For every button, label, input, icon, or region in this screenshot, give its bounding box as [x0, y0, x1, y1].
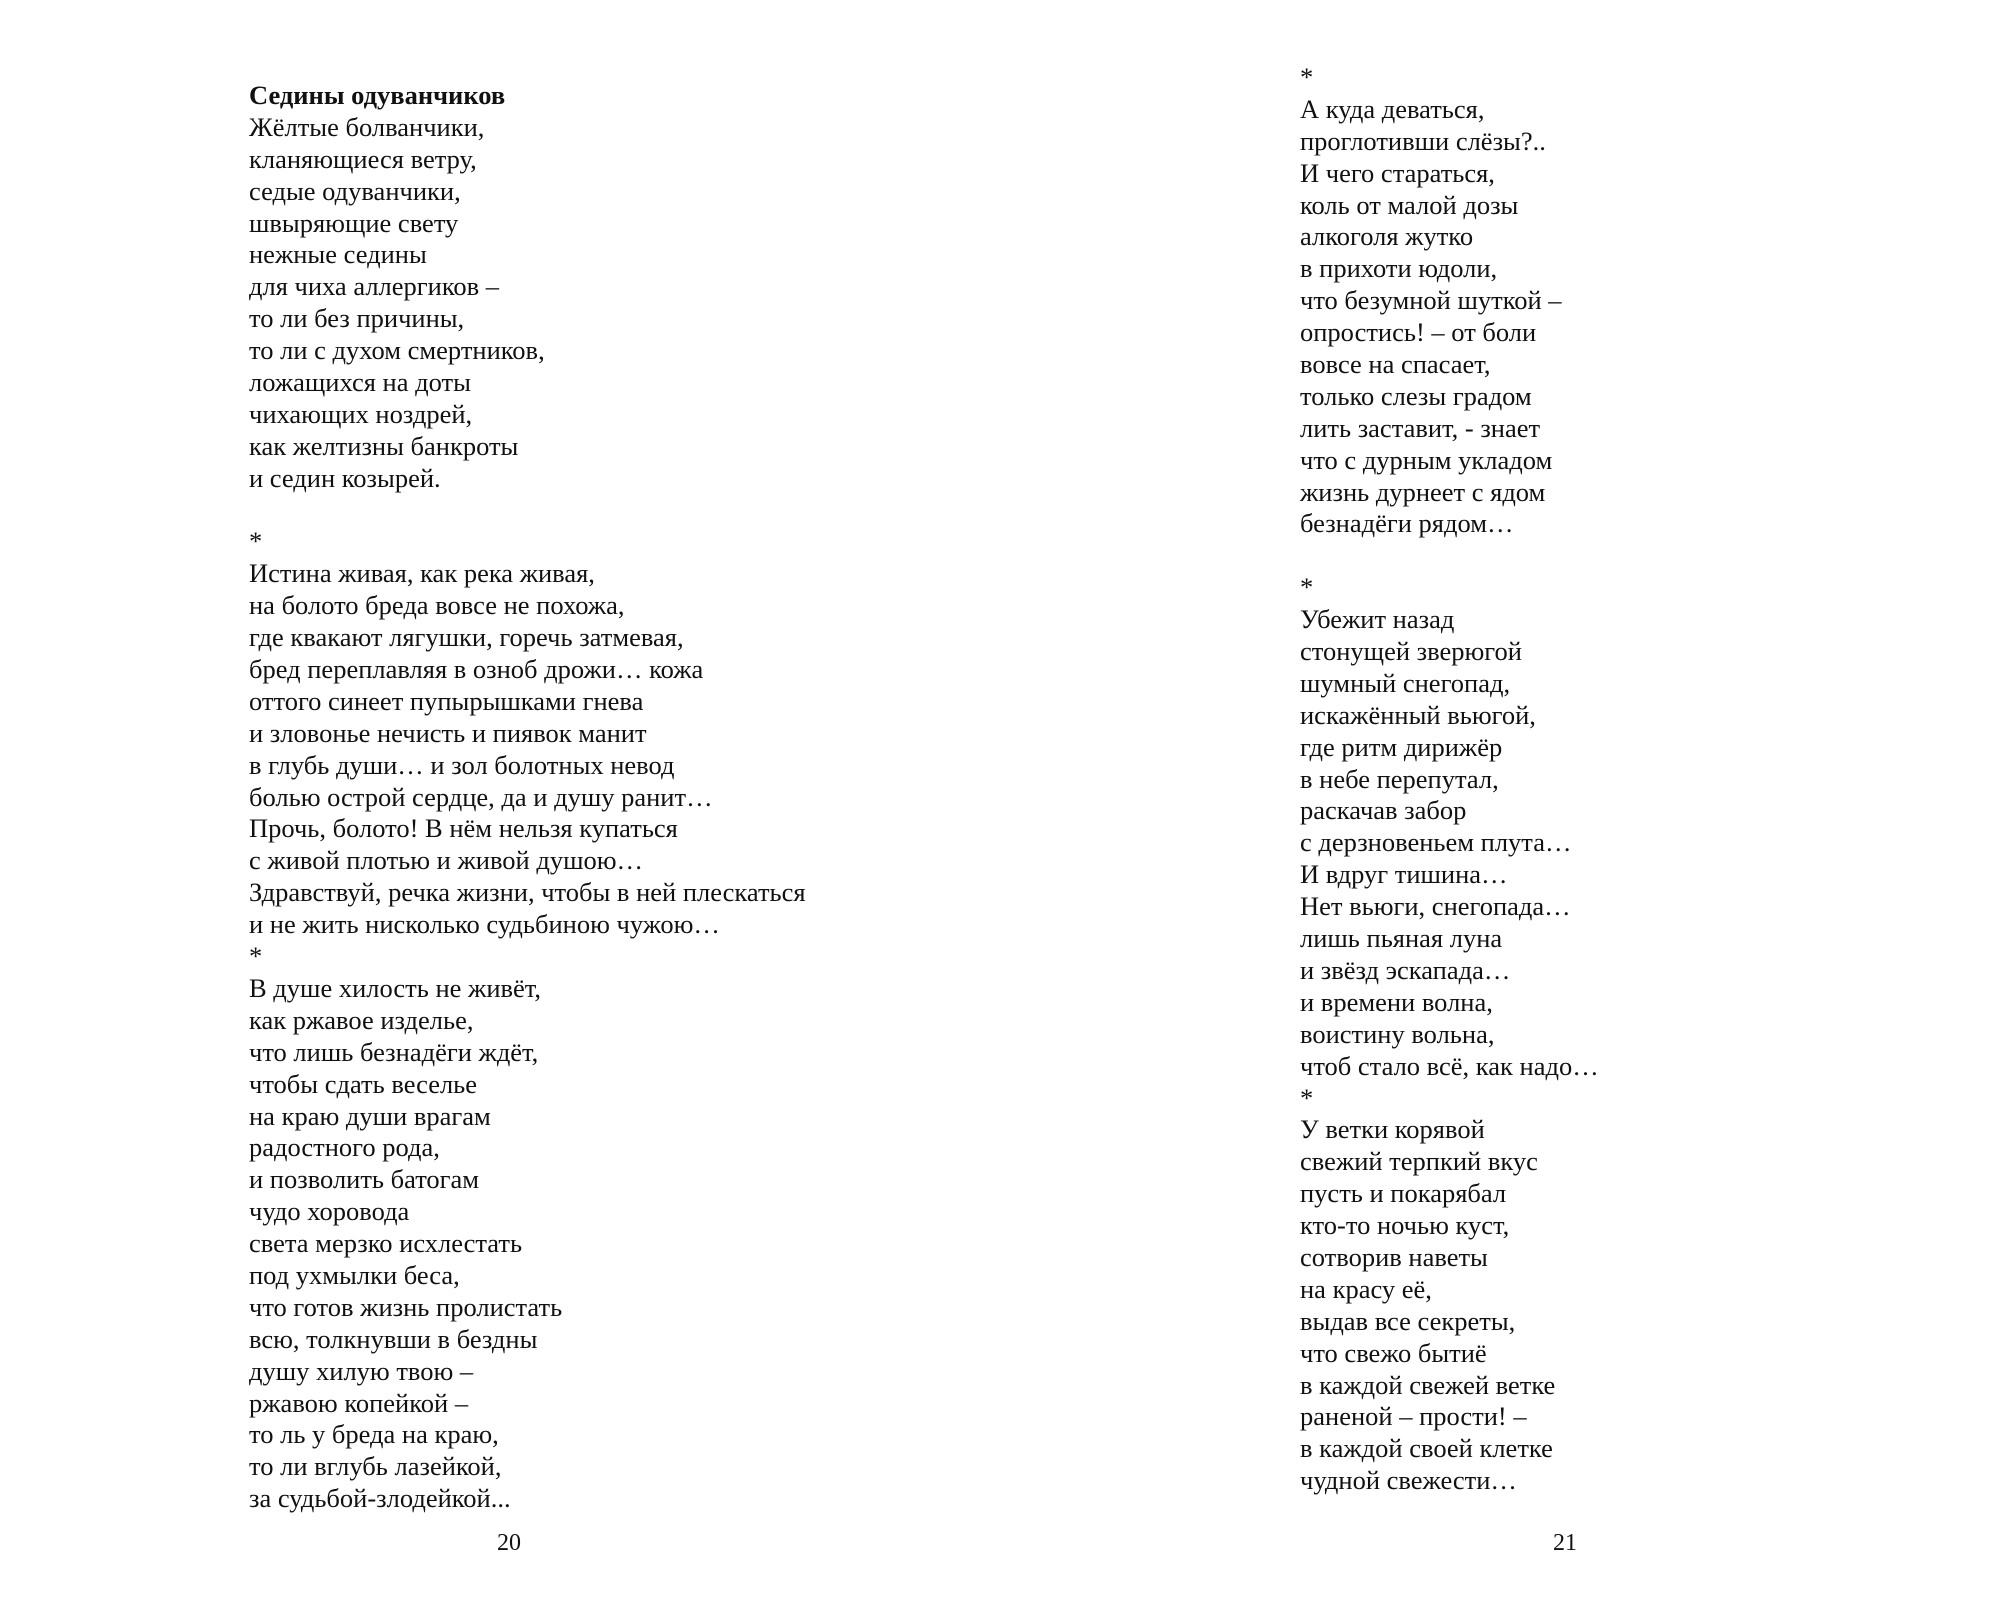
poem-line: чтоб стало всё, как надо… — [1300, 1050, 1599, 1081]
poem-line: с дерзновеньем плута… — [1300, 827, 1572, 858]
poem-line: жизнь дурнеет с ядом — [1300, 476, 1546, 507]
poem-line: то ли с духом смертников, — [249, 335, 545, 366]
poem-line: чудной свежести… — [1300, 1465, 1517, 1496]
poem-line: в глубь души… и зол болотных невод — [249, 749, 675, 780]
poem-line: лить заставит, - знает — [1300, 412, 1541, 443]
right-page-text — [1300, 62, 1599, 1497]
poem-line: бред переплавляя в озноб дрожи… кожа — [249, 654, 704, 685]
poem-line: ложащихся на доты — [249, 367, 471, 398]
poem-line: в каждой своей клетке — [1300, 1433, 1553, 1464]
poem-line: шумный снегопад, — [1300, 667, 1511, 698]
poem-line: седые одуванчики, — [249, 175, 461, 206]
poem-line: проглотивши слёзы?.. — [1300, 125, 1546, 156]
poem-line: оттого синеет пупырышками гнева — [249, 685, 644, 716]
poem-line: то ли вглубь лазейкой, — [249, 1451, 502, 1482]
poem-line: что свежо бытиё — [1300, 1337, 1487, 1368]
poem-line: и звёзд эскапада… — [1300, 954, 1511, 985]
poem-separator: * — [1300, 572, 1314, 603]
poem-line: нежные седины — [249, 239, 427, 270]
poem-line: В душе хилость не живёт, — [249, 972, 541, 1003]
poem-line: чудо хоровода — [249, 1196, 410, 1227]
poem-line: радостного рода, — [249, 1132, 440, 1163]
poem-line: кланяющиеся ветру, — [249, 143, 477, 174]
poem-snowfall — [1300, 604, 1599, 1082]
poem-line: всю, толкнувши в бездны — [249, 1323, 538, 1354]
poem-line: искажённый вьюгой, — [1300, 699, 1536, 730]
blank-line — [1300, 540, 1599, 572]
poem-title: Седины одуванчиков — [249, 80, 506, 110]
poem-line: на болото бреда вовсе не похожа, — [249, 590, 625, 621]
poem-line: сотворив наветы — [1300, 1241, 1488, 1272]
poem-line: что лишь безнадёги ждёт, — [249, 1036, 539, 1067]
right-page — [1000, 0, 2000, 1598]
poem-line: в прихоти юдоли, — [1300, 253, 1498, 284]
page-number: 20 — [497, 1530, 521, 1556]
poem-line: Жёлтые болванчики, — [249, 111, 485, 142]
poem-line: как ржавое изделье, — [249, 1004, 474, 1035]
poem-line: где квакают лягушки, горечь затмевая, — [249, 622, 684, 653]
poem-line: У ветки корявой — [1300, 1114, 1485, 1145]
poem-line: лишь пьяная луна — [1300, 923, 1503, 954]
poem-line: и не жить нисколько судьбиною чужою… — [249, 909, 720, 940]
poem-line: Истина живая, как река живая, — [249, 558, 595, 589]
poem-line: стонущей зверюгой — [1300, 636, 1522, 667]
poem-line: под ухмылки беса, — [249, 1259, 460, 1290]
poem-line: и седин козырей. — [249, 462, 441, 493]
poem-line: раненой – прости! – — [1300, 1401, 1527, 1432]
poem-separator: * — [249, 941, 263, 972]
poem-line: и времени волна, — [1300, 986, 1493, 1017]
poem-line: только слезы градом — [1300, 380, 1532, 411]
poem-line: где ритм дирижёр — [1300, 731, 1503, 762]
poem-line: И вдруг тишина… — [1300, 859, 1508, 890]
poem-line: А куда деваться, — [1300, 93, 1485, 124]
poem-line: ржавою копейкой – — [249, 1387, 469, 1418]
poem-line: безнадёги рядом… — [1300, 508, 1514, 539]
poem-line: за судьбой-злодейкой... — [249, 1483, 511, 1514]
poem-line: вовсе на спасает, — [1300, 349, 1491, 380]
poem-soul — [249, 973, 806, 1515]
poem-line: что безумной шуткой – — [1300, 285, 1562, 316]
poem-line: раскачав забор — [1300, 795, 1467, 826]
poem-line: Здравствуй, речка жизни, чтобы в ней плескаться — [249, 877, 806, 908]
poem-separator: * — [1300, 62, 1314, 92]
poem-line: Убежит назад — [1300, 604, 1455, 635]
poem-line: выдав все секреты, — [1300, 1305, 1516, 1336]
poem-separator: * — [1300, 1082, 1314, 1113]
poem-line: пусть и покарябал — [1300, 1178, 1507, 1209]
poem-branch — [1300, 1114, 1599, 1497]
poem-line: воистину вольна, — [1300, 1018, 1495, 1049]
poem-line: свежий терпкий вкус — [1300, 1146, 1538, 1177]
poem-line: на красу её, — [1300, 1273, 1432, 1304]
poem-line: алкоголя жутко — [1300, 221, 1474, 252]
poem-line: с живой плотью и живой душою… — [249, 845, 644, 876]
poem-line: И чего стараться, — [1300, 157, 1495, 188]
poem-line: кто-то ночью куст, — [1300, 1210, 1510, 1241]
poem-dandelions — [249, 112, 806, 495]
poem-line: что с дурным укладом — [1300, 444, 1553, 475]
poem-truth — [249, 558, 806, 941]
poem-line: то ли без причины, — [249, 303, 465, 334]
poem-line: Прочь, болото! В нём нельзя купаться — [249, 813, 678, 844]
poem-line: опростись! – от боли — [1300, 317, 1537, 348]
poem-line: в небе перепутал, — [1300, 763, 1499, 794]
poem-line: болью острой сердце, да и душу ранит… — [249, 781, 713, 812]
poem-line: и позволить батогам — [249, 1164, 480, 1195]
poem-line: на краю души врагам — [249, 1100, 491, 1131]
page-number: 21 — [1553, 1530, 1577, 1556]
poem-line: чихающих ноздрей, — [249, 398, 473, 429]
poem-line: что готов жизнь пролистать — [249, 1291, 563, 1322]
poem-separator: * — [249, 526, 263, 557]
poem-line: для чиха аллергиков – — [249, 271, 499, 302]
poem-line: то ль у бреда на краю, — [249, 1419, 499, 1450]
poem-tears — [1300, 94, 1599, 540]
blank-line — [249, 495, 806, 527]
poem-line: света мерзко исхлестать — [249, 1228, 523, 1259]
poem-line: душу хилую твою – — [249, 1355, 474, 1386]
poem-line: в каждой свежей ветке — [1300, 1369, 1556, 1400]
left-page-text — [249, 80, 806, 1515]
poem-line: Нет вьюги, снегопада… — [1300, 891, 1571, 922]
poem-line: коль от малой дозы — [1300, 189, 1519, 220]
poem-line: как желтизны банкроты — [249, 430, 519, 461]
poem-line: швыряющие свету — [249, 207, 459, 238]
poem-line: чтобы сдать веселье — [249, 1068, 478, 1099]
poem-line: и зловонье нечисть и пиявок манит — [249, 717, 647, 748]
